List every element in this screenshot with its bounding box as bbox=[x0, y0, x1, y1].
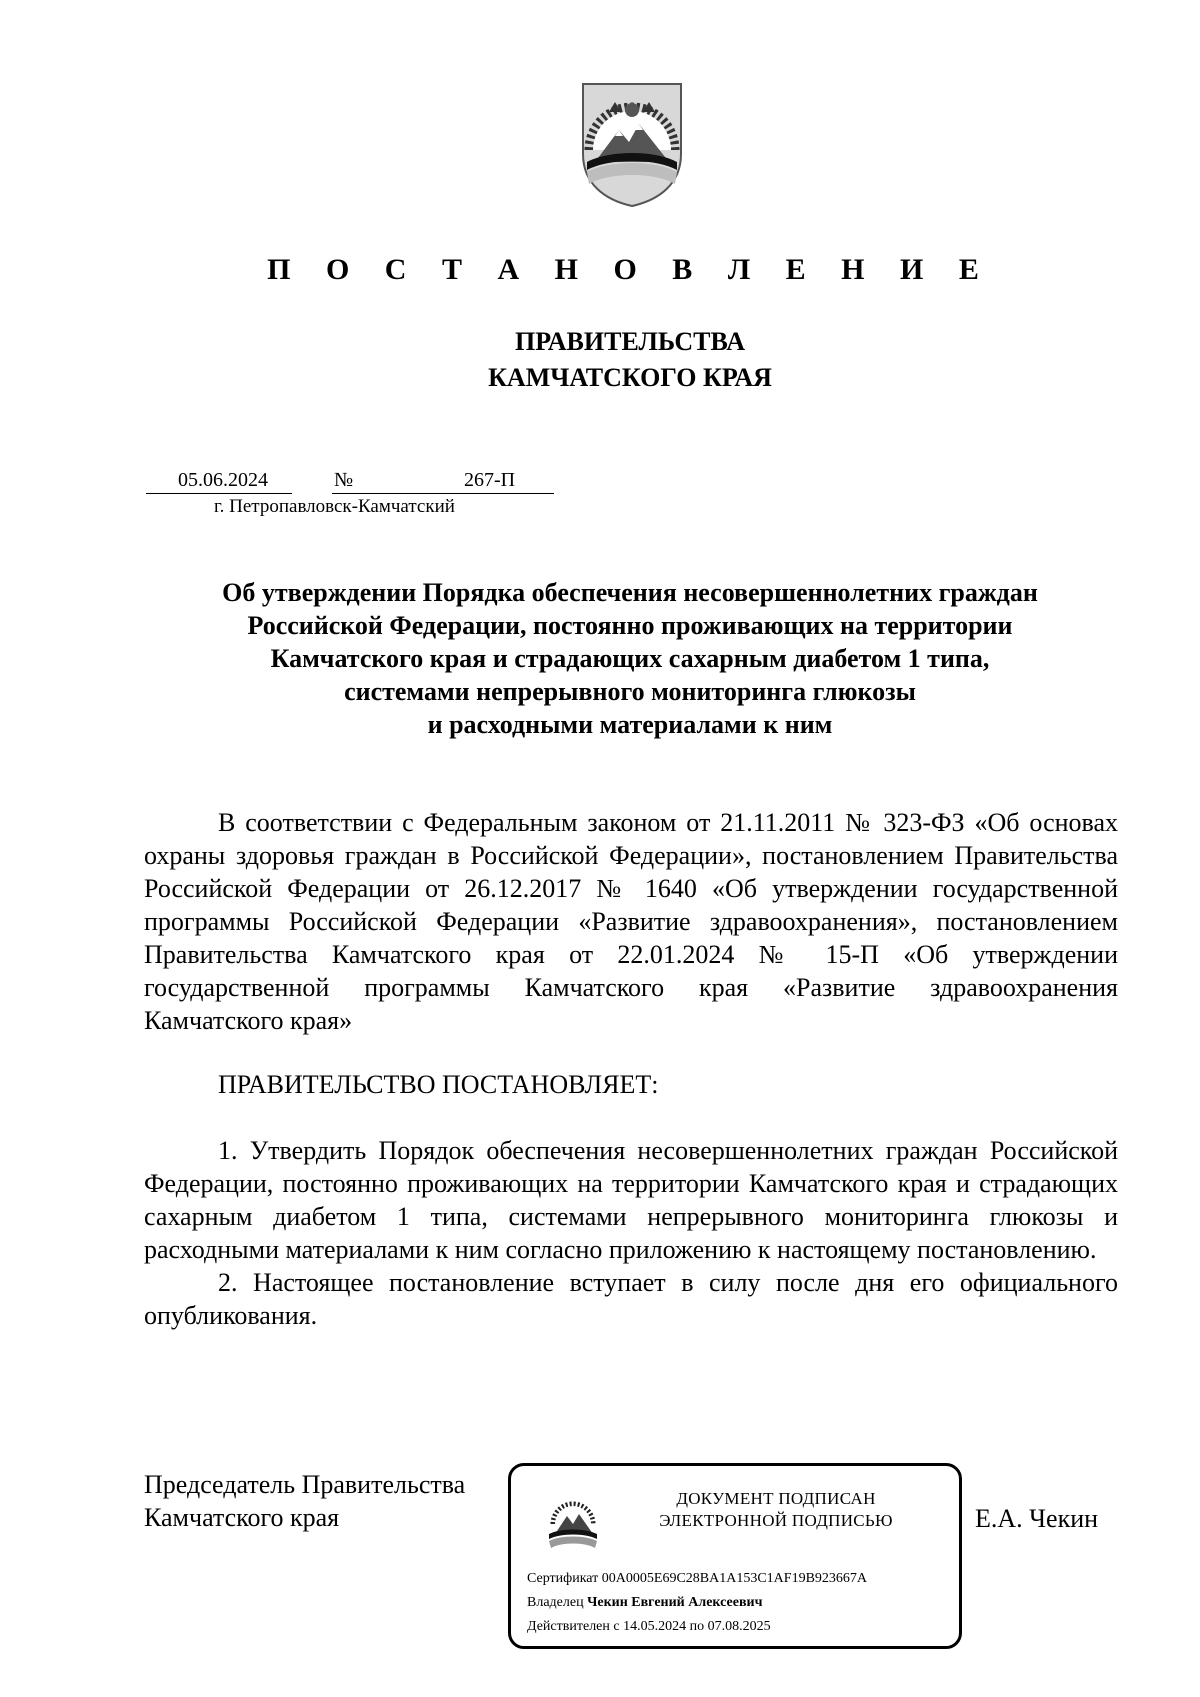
document-city: г. Петропавловск-Камчатский bbox=[214, 496, 455, 517]
document-type-title: П О С Т А Н О В Л Е Н И Е bbox=[267, 253, 993, 286]
decree-item: 2. Настоящее постановление вступает в силу после дня его официального опубликования. bbox=[144, 1268, 1118, 1330]
stamp-heading-line-1: ДОКУМЕНТ ПОДПИСАН bbox=[676, 1489, 876, 1508]
issuing-authority bbox=[0, 324, 1200, 396]
authority-line-1: ПРАВИТЕЛЬСТВА bbox=[515, 327, 745, 356]
validity-from-date: 14.05.2024 bbox=[623, 1619, 687, 1634]
stamp-heading-line-2: ЭЛЕКТРОННОЙ ПОДПИСЬЮ bbox=[659, 1511, 893, 1530]
decree-statement: ПРАВИТЕЛЬСТВО ПОСТАНОВЛЯЕТ: bbox=[218, 1070, 659, 1099]
signatory-name: Е.А. Чекин bbox=[975, 1504, 1099, 1533]
certificate-row bbox=[527, 1570, 867, 1588]
certificate-value: 00A0005E69C28BA1A153C1AF19B923667A bbox=[601, 1571, 868, 1586]
validity-to-word: по bbox=[689, 1619, 705, 1634]
validity-row bbox=[527, 1618, 771, 1636]
kamchatka-coat-of-arms-icon bbox=[579, 80, 685, 208]
position-line-1: Председатель Правительства bbox=[144, 1470, 466, 1499]
registration-line bbox=[146, 466, 554, 494]
validity-to-date: 07.08.2025 bbox=[707, 1619, 771, 1634]
subject-line: Об утверждении Порядка обеспечения несовершеннолетних граждан bbox=[222, 578, 1038, 607]
document-number: 267-П bbox=[464, 469, 516, 491]
electronic-signature-stamp bbox=[508, 1463, 962, 1649]
document-subject bbox=[146, 576, 1114, 741]
subject-line: и расходными материалами к ним bbox=[427, 710, 833, 739]
owner-value: Чекин Евгений Алексеевич bbox=[587, 1595, 763, 1610]
signatory-position bbox=[144, 1468, 465, 1534]
decree-item: 1. Утвердить Порядок обеспечения несовершеннолетних граждан Российской Федерации, постоянно проживающих на территории Камчатского края и страдающих сахарным диабетом 1 типа, системами непрерывного мониторинга глюкозы и расходными материалами к ним согласно приложению к настоящему постановлению. bbox=[144, 1136, 1118, 1264]
owner-row bbox=[527, 1594, 762, 1612]
validity-from-word: с bbox=[613, 1619, 620, 1634]
number-sign: № bbox=[334, 469, 354, 491]
position-line-2: Камчатского края bbox=[144, 1503, 340, 1532]
subject-line: Камчатского края и страдающих сахарным диабетом 1 типа, bbox=[270, 644, 990, 673]
subject-line: системами непрерывного мониторинга глюкозы bbox=[344, 677, 916, 706]
decree-items bbox=[144, 1134, 1118, 1332]
authority-line-2: КАМЧАТСКОГО КРАЯ bbox=[488, 363, 772, 392]
stamp-heading bbox=[621, 1488, 931, 1532]
subject-line: Российской Федерации, постоянно проживающих на территории bbox=[247, 611, 1013, 640]
document-date: 05.06.2024 bbox=[178, 469, 268, 491]
validity-label: Действителен bbox=[527, 1619, 610, 1634]
preamble-paragraph bbox=[144, 806, 1118, 1037]
kamchatka-coat-of-arms-icon bbox=[547, 1494, 599, 1552]
owner-label: Владелец bbox=[527, 1595, 584, 1610]
preamble-text: В соответствии с Федеральным законом от 21.11.2011 № 323-ФЗ «Об основах охраны здоровья граждан в Российской Федерации», постановлением Правительства Российской Федерации от 26.12.2017 № 1640 «Об утверждении государственной программы Российской Федерации «Развитие здравоохранения», постановлением Правительства Камчатского края от 22.01.2024 № 15-П «Об утверждении государственной программы Камчатского края «Развитие здравоохранения Камчатского края» bbox=[144, 808, 1118, 1035]
certificate-label: Сертификат bbox=[527, 1571, 599, 1586]
